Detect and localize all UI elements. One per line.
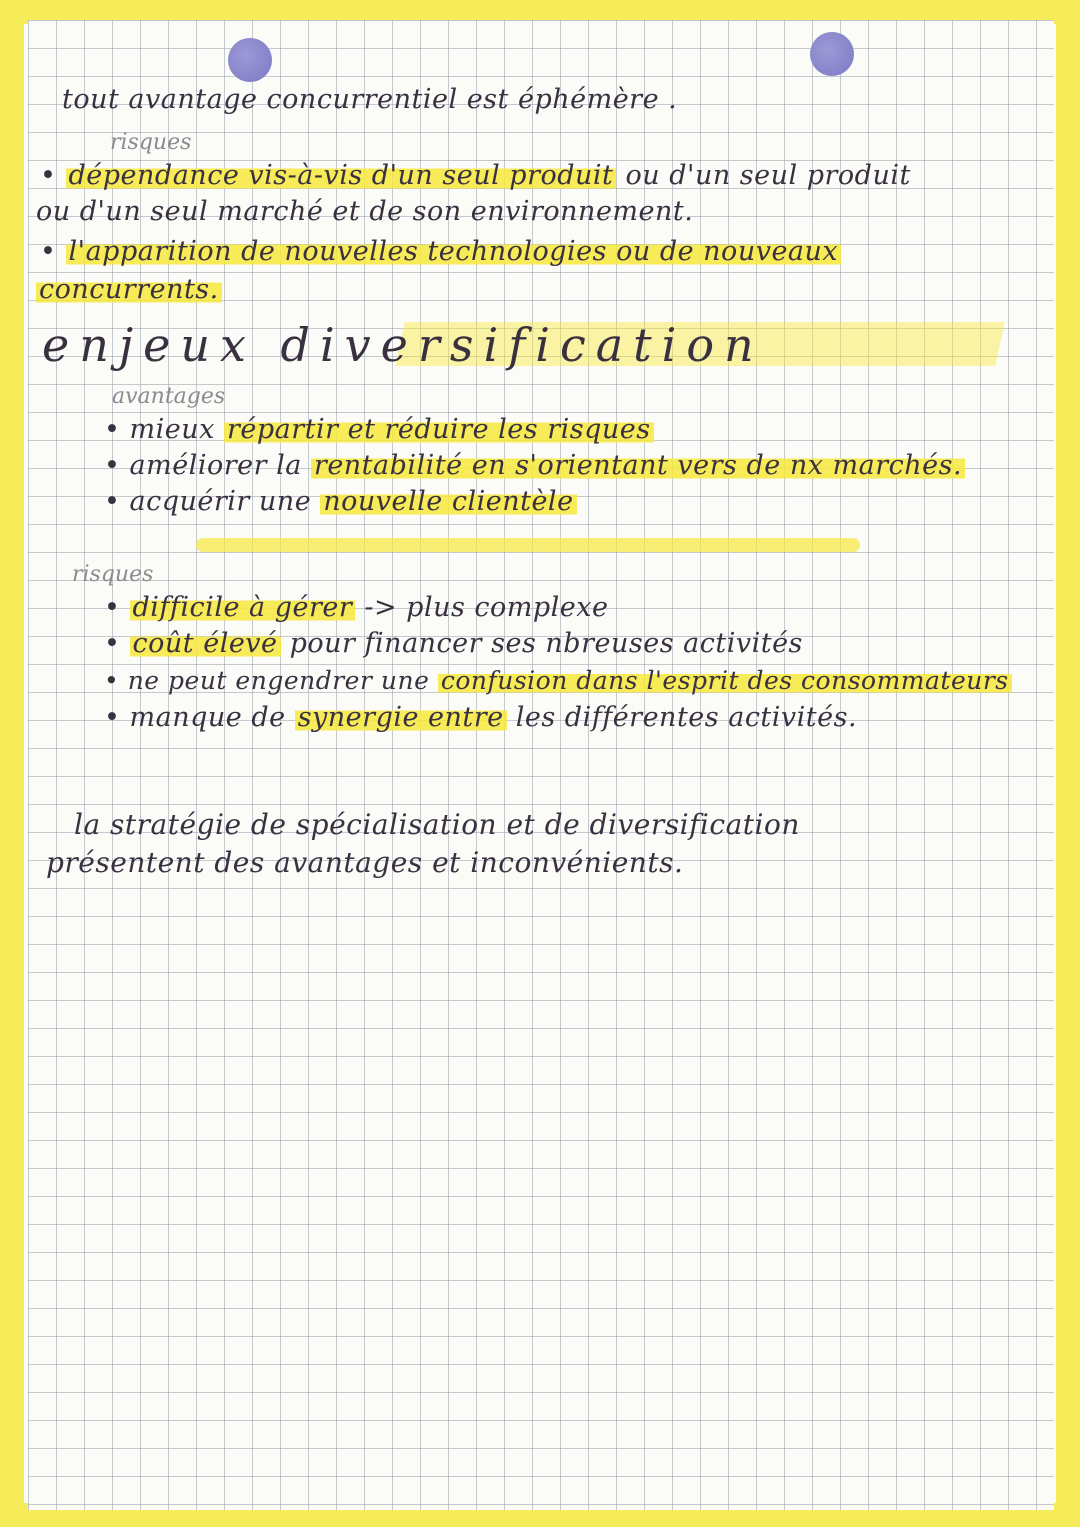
- risk-2: [104, 628, 803, 659]
- advantage-3: [104, 486, 577, 517]
- highlight-text: confusion dans l'esprit des consommateurs: [438, 666, 1012, 695]
- highlight-text: synergie entre: [295, 702, 507, 733]
- text-line-4: [40, 236, 841, 267]
- advantage-2: [104, 450, 965, 481]
- bullet-text: •: [104, 592, 130, 623]
- section-title: enjeux diversification: [42, 318, 764, 372]
- highlight-text: l'apparition de nouvelles technologies ou de nouveaux: [66, 236, 842, 267]
- punch-hole-right: [810, 32, 854, 76]
- label-risques-2: risques: [72, 562, 154, 587]
- highlight-text: rentabilité en s'orientant vers de nx marchés.: [311, 450, 965, 481]
- text-segment: • mieux: [104, 414, 224, 445]
- text-line-2: [40, 160, 911, 191]
- highlight-text: difficile à gérer: [130, 592, 356, 623]
- risk-1: [104, 592, 609, 623]
- text-segment: -> plus complexe: [355, 592, 609, 623]
- highlight-text: nouvelle clientèle: [320, 486, 576, 517]
- conclusion-line-1: la stratégie de spécialisation et de diversification: [74, 808, 800, 841]
- text-line-3: ou d'un seul marché et de son environnement.: [36, 196, 694, 227]
- label-risques-1: risques: [110, 130, 192, 155]
- label-avantages: avantages: [112, 384, 226, 409]
- advantage-1: [104, 414, 654, 445]
- text-line-5: [36, 274, 222, 305]
- highlight-text: répartir et réduire les risques: [224, 414, 654, 445]
- text-segment: ou d'un seul produit: [616, 160, 911, 191]
- bullet-text: •: [104, 628, 130, 659]
- text-segment: • manque de: [104, 702, 295, 733]
- highlight-text: concurrents.: [36, 274, 222, 305]
- risk-3: [104, 666, 1012, 695]
- highlight-stroke: [196, 538, 860, 552]
- bullet-text: •: [40, 160, 66, 191]
- text-line-1: tout avantage concurrentiel est éphémère .: [62, 84, 678, 115]
- conclusion-line-2: présentent des avantages et inconvénients.: [46, 846, 684, 879]
- highlight-text: coût élevé: [130, 628, 281, 659]
- punch-hole-left: [228, 38, 272, 82]
- risk-4: [104, 702, 857, 733]
- text-segment: pour financer ses nbreuses activités: [280, 628, 803, 659]
- bullet-text: •: [40, 236, 66, 267]
- text-segment: les différentes activités.: [506, 702, 858, 733]
- text-segment: • acquérir une: [104, 486, 321, 517]
- text-segment: • ne peut engendrer une: [104, 666, 438, 695]
- text-segment: • améliorer la: [104, 450, 311, 481]
- highlight-text: dépendance vis-à-vis d'un seul produit: [66, 160, 617, 191]
